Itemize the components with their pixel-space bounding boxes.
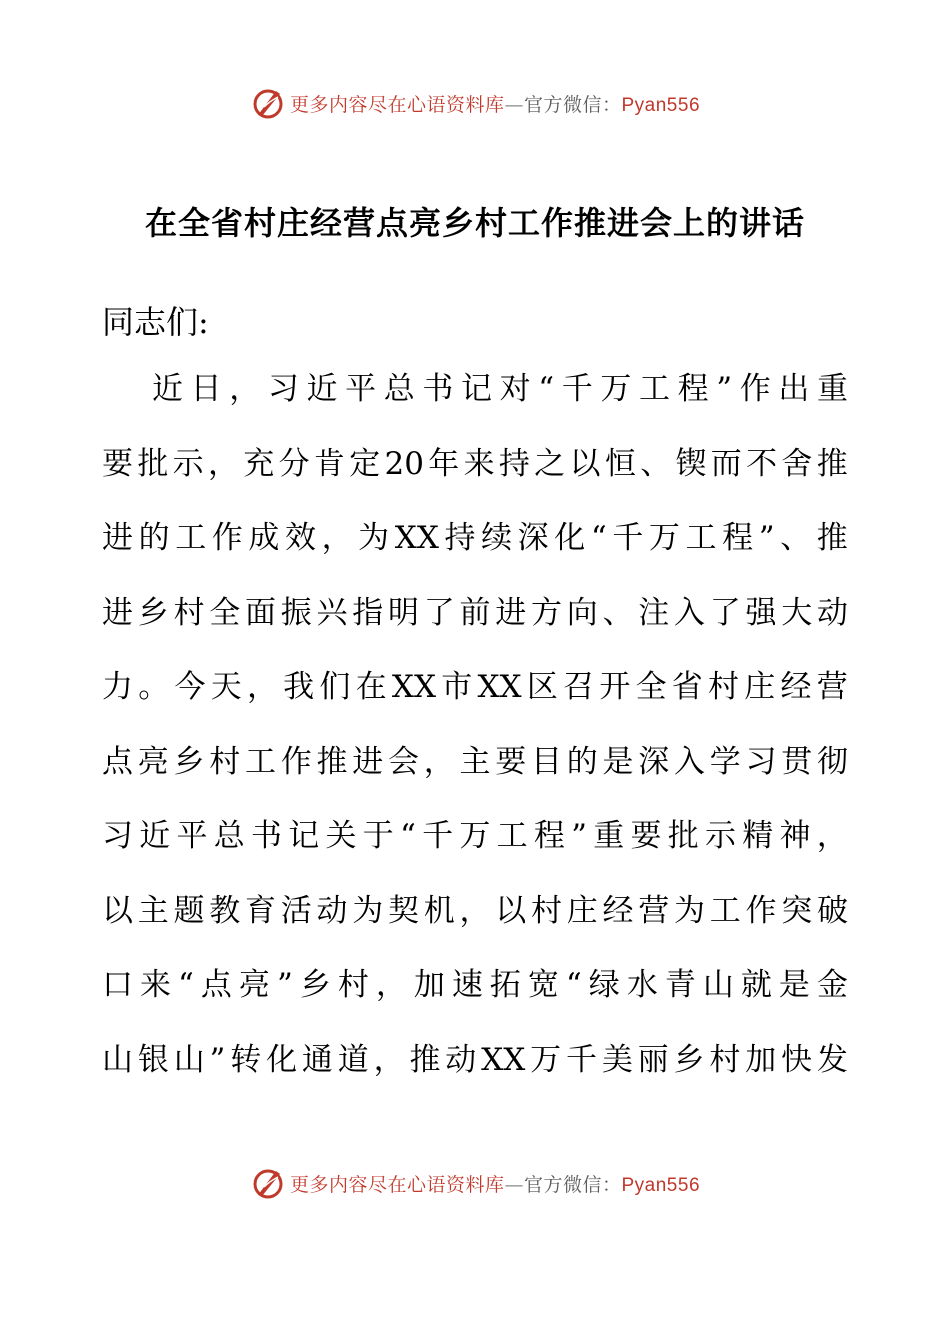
body-text [102,362,848,1107]
watermark-dash: — [504,93,524,116]
wechat-label: 官方微信： [523,93,622,116]
body-line: 点 亮 乡 村 工 作 推 进 会 ， 主 要 目 的 是 深 入 学 习 贯 彻 [102,743,848,780]
document-title: 在全省村庄经营点亮乡村工作推进会上的讲话 [144,204,805,242]
wechat-id: Pyan556 [621,1174,701,1196]
body-line: 要 批 示 ， 充 分 肯 定 20 年 来 持 之 以 恒 、 锲 而 不 舍 推 [102,445,848,482]
body-line: 近 日 ， 习 近 平 总 书 记 对 “ 千 万 工 程 ” 作 出 重 [152,371,848,407]
body-line: 习 近 平 总 书 记 关 于 “ 千 万 工 程 ” 重 要 批 示 精 神 ， [102,818,848,854]
quill-logo-icon [250,85,286,121]
wechat-label: 官方微信： [523,1173,622,1196]
body-line: 山 银 山 ” 转 化 通 道 ， 推 动 XX 万 千 美 丽 乡 村 加 快 发 [102,1041,848,1078]
body-line: 进 的 工 作 成 效 ， 为 XX 持 续 深 化 “ 千 万 工 程 ” 、 推 [102,520,848,556]
body-line: 进 乡 村 全 面 振 兴 指 明 了 前 进 方 向 、 注 入 了 强 大 动 [102,594,848,631]
watermark-text: 更多内容尽在心语资料库 [289,1173,505,1196]
watermark-footer [0,1163,950,1203]
body-line: 口 来 “ 点 亮 ” 乡 村 ， 加 速 拓 宽 “ 绿 水 青 山 就 是 金 [102,967,848,1003]
body-line: 以 主 题 教 育 活 动 为 契 机 ， 以 村 庄 经 营 为 工 作 突 破 [102,892,848,929]
watermark-header [0,83,950,123]
greeting: 同志们: [102,303,209,341]
watermark-dash: — [504,1173,524,1196]
quill-logo-icon [250,1165,286,1201]
wechat-id: Pyan556 [621,94,701,116]
watermark-text: 更多内容尽在心语资料库 [289,93,505,116]
body-line: 力 。 今 天 ， 我 们 在 XX 市 XX 区 召 开 全 省 村 庄 经 营 [102,669,848,705]
